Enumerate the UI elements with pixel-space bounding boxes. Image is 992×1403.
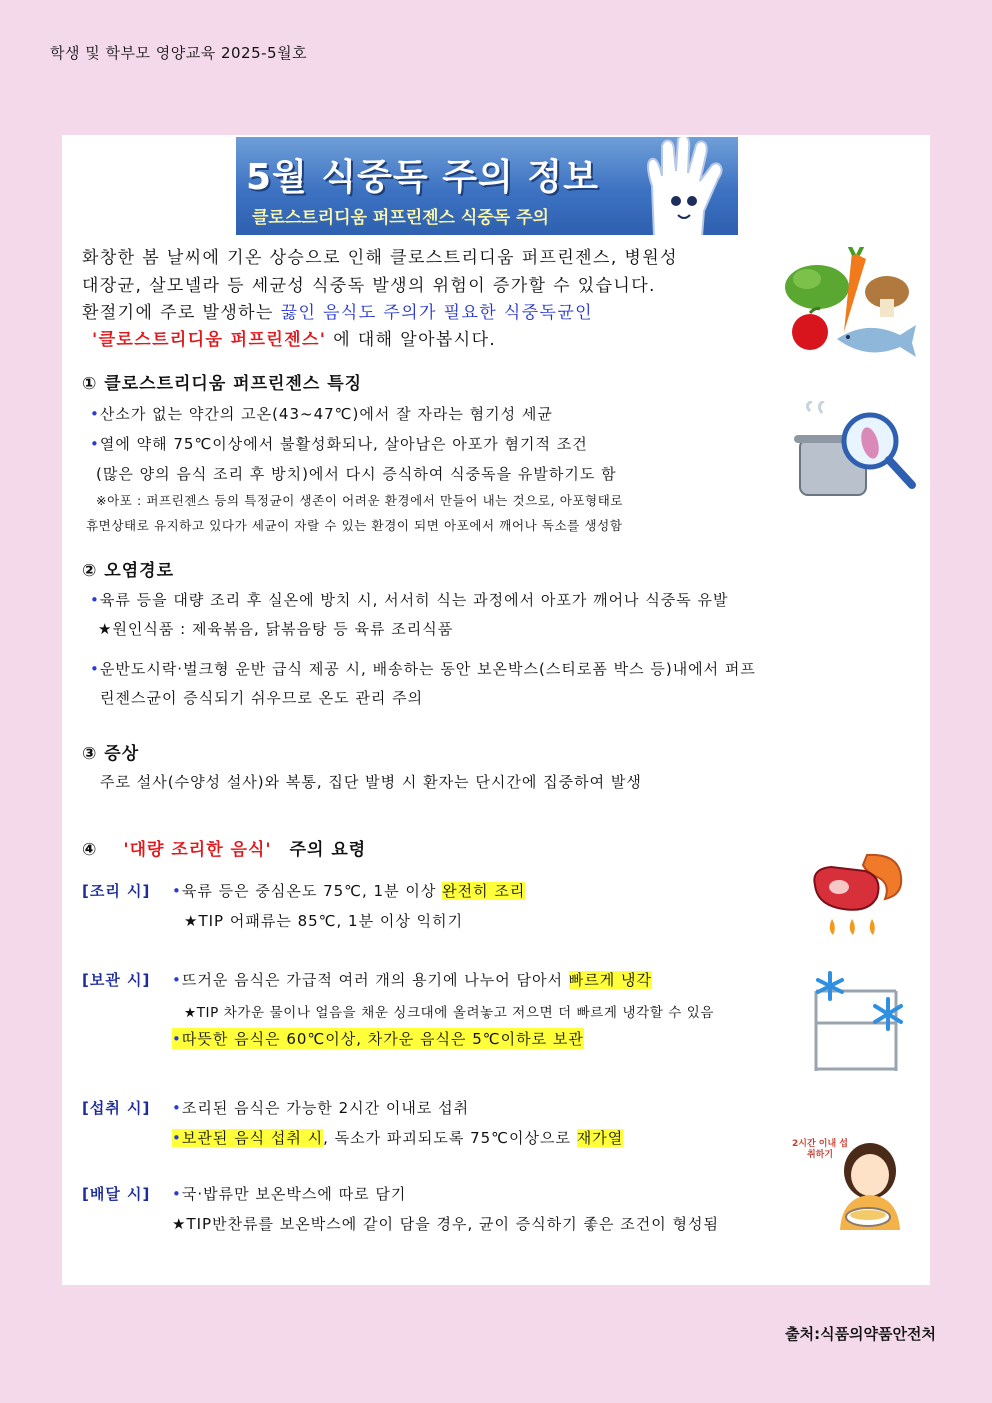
girl-eating-icon <box>790 1135 920 1230</box>
section-2-bullet-2-text: 운반도시락·벌크형 운반 급식 제공 시, 배송하는 동안 보온박스(스티로폼 박스 등)내에서 퍼프 <box>99 660 756 678</box>
spore-note-line-1: ※아포 : 퍼프린젠스 등의 특정균이 생존이 어려운 환경에서 만들어 내는 것으로, 아포형태로 <box>96 493 624 508</box>
cook-highlight: 완전히 조리 <box>442 882 526 900</box>
section-1-title: ① 클로스트리디움 퍼프린젠스 특징 <box>82 374 363 394</box>
two-hours-badge: 2시간 이내 섭취하기 <box>792 1139 848 1160</box>
section-4-title-text: 주의 요령 <box>289 840 367 860</box>
store-temperature-rule: •따뜻한 음식은 60℃이상, 차가운 음식은 5℃이하로 보관 <box>172 1030 584 1048</box>
section-2-bullet-1-text: 육류 등을 대량 조리 후 실온에 방치 시, 서서히 식는 과정에서 아포가 깨어나 식중독 유발 <box>99 591 729 609</box>
store-tag: [보관 시] <box>82 971 151 989</box>
store-line-1-text: 뜨거운 음식은 가급적 여러 개의 용기에 나누어 담아서 <box>181 971 569 989</box>
cook-line-1: •육류 등은 중심온도 75℃, 1분 이상 완전히 조리 <box>172 882 526 900</box>
eat-line-2: •보관된 음식 섭취 시, 독소가 파괴되도록 75℃이상으로 재가열 <box>172 1129 624 1147</box>
store-highlight: 빠르게 냉각 <box>568 971 653 989</box>
intro-highlight-text: 끓인 음식도 주의가 필요한 식중독균인 <box>280 303 594 323</box>
symptoms-text: 주로 설사(수양성 설사)와 복통, 집단 발병 시 환자는 단시간에 집중하여 발생 <box>100 773 642 791</box>
section-1-bullet-2-cont: (많은 양의 음식 조리 후 방치)에서 다시 증식하여 식중독을 유발하기도 함 <box>96 465 617 483</box>
header-note: 학생 및 학부모 영양교육 2025-5월호 <box>50 44 308 62</box>
deliver-tip: ★TIP반찬류를 보온박스에 같이 담을 경우, 균이 증식하기 좋은 조건이 형성됨 <box>172 1215 719 1233</box>
section-4-title-highlight: '대량 조리한 음식' <box>123 840 272 860</box>
meat-shrimp-icon <box>807 847 907 939</box>
section-4-title <box>82 835 366 860</box>
eat-line-1: •조리된 음식은 가능한 2시간 이내로 섭취 <box>172 1099 470 1117</box>
glove-mascot-icon <box>624 137 734 235</box>
section-3-title: ③ 증상 <box>82 744 140 764</box>
store-line-1: •뜨거운 음식은 가급적 여러 개의 용기에 나누어 담아서 빠르게 냉각 <box>172 971 653 989</box>
bacteria-name: '클로스트리디움 퍼프린젠스' <box>92 330 327 350</box>
section-4-number: ④ <box>82 840 98 860</box>
intro-line-4-text: 에 대해 알아봅시다. <box>326 330 497 350</box>
cook-tag: [조리 시] <box>82 882 151 900</box>
cook-line-1-text: 육류 등은 중심온도 75℃, 1분 이상 <box>181 882 443 900</box>
section-1-bullet-1-text: 산소가 없는 약간의 고온(43~47℃)에서 잘 자라는 혐기성 세균 <box>99 405 553 423</box>
section-2-bullet-1: •육류 등을 대량 조리 후 실온에 방치 시, 서서히 식는 과정에서 아포가 깨어나 식중독 유발 <box>90 591 729 609</box>
intro-line-2: 대장균, 살모넬라 등 세균성 식중독 발생의 위험이 증가할 수 있습니다. <box>82 276 656 296</box>
pot-magnifier-icon <box>792 401 918 501</box>
cold-storage-icon <box>810 971 910 1075</box>
source-credit: 출처:식품의약품안전처 <box>785 1325 936 1343</box>
cause-foods: ★원인식품 : 제육볶음, 닭볶음탕 등 육류 조리식품 <box>98 620 454 638</box>
banner-subtitle: 클로스트리디움 퍼프린젠스 식중독 주의 <box>252 208 549 228</box>
section-2-title: ② 오염경로 <box>82 561 174 581</box>
store-temperature-text: 따뜻한 음식은 60℃이상, 차가운 음식은 5℃이하로 보관 <box>181 1030 584 1048</box>
intro-line-1: 화창한 봄 날씨에 기온 상승으로 인해 클로스트리디움 퍼프린젠스, 병원성 <box>82 248 678 268</box>
section-2-bullet-2: •운반도시락·벌크형 운반 급식 제공 시, 배송하는 동안 보온박스(스티로폼 박스 등)내에서 퍼프 <box>90 660 756 678</box>
deliver-line-1: •국·밥류만 보온박스에 따로 담기 <box>172 1185 407 1203</box>
title-banner <box>236 137 738 235</box>
eat-line-1-text: 조리된 음식은 가능한 2시간 이내로 섭취 <box>181 1099 470 1117</box>
reheat-highlight: 재가열 <box>576 1129 624 1147</box>
section-1-bullet-2-text: 열에 약해 75℃이상에서 불활성화되나, 살아남은 아포가 혐기적 조건 <box>99 435 588 453</box>
section-1-bullet-1: •산소가 없는 약간의 고온(43~47℃)에서 잘 자라는 혐기성 세균 <box>90 405 553 423</box>
eat-tag: [섭취 시] <box>82 1099 151 1117</box>
eating-girl-illustration <box>790 1135 920 1230</box>
banner-title: 5월 식중독 주의 정보 <box>246 157 599 198</box>
store-tip: ★TIP 차가운 물이나 얼음을 채운 싱크대에 올려놓고 저으면 더 빠르게 냉각할 수 있음 <box>184 1005 715 1021</box>
eat-highlight: 보관된 음식 섭취 시 <box>181 1129 324 1147</box>
vegetables-fish-icon <box>782 247 922 359</box>
spore-note-line-2: 휴면상태로 유지하고 있다가 세균이 자랄 수 있는 환경이 되면 아포에서 깨어나 독소를 생성함 <box>86 518 623 533</box>
section-1-bullet-2: •열에 약해 75℃이상에서 불활성화되나, 살아남은 아포가 혐기적 조건 <box>90 435 588 453</box>
intro-line-3-text: 환절기에 주로 발생하는 <box>82 303 281 323</box>
section-2-bullet-2-cont: 린젠스균이 증식되기 쉬우므로 온도 관리 주의 <box>100 689 424 707</box>
deliver-tag: [배달 시] <box>82 1185 151 1203</box>
eat-line-2-text: , 독소가 파괴되도록 75℃이상으로 <box>323 1129 577 1147</box>
deliver-line-1-text: 국·밥류만 보온박스에 따로 담기 <box>181 1185 407 1203</box>
intro-line-4 <box>92 325 496 350</box>
newsletter-sheet <box>62 135 930 1285</box>
cook-tip: ★TIP 어패류는 85℃, 1분 이상 익히기 <box>184 912 464 930</box>
intro-line-3 <box>82 298 593 323</box>
